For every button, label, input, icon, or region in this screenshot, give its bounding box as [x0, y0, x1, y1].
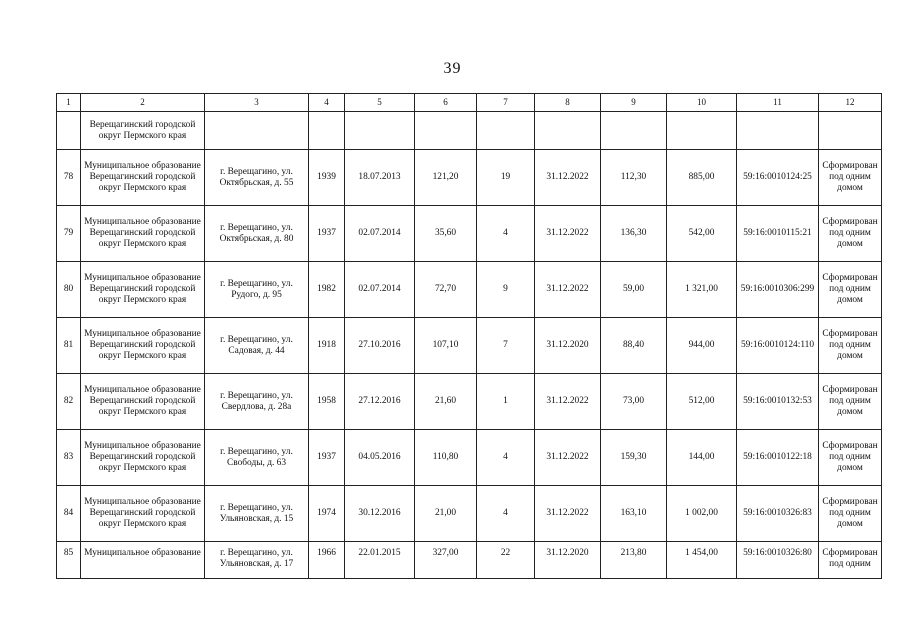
area-cell: 107,10 — [415, 318, 477, 374]
table-cell — [345, 112, 415, 150]
cadastral-number-cell: 59:16:0010115:21 — [737, 206, 819, 262]
date-cell: 02.07.2014 — [345, 262, 415, 318]
value-cell: 112,30 — [601, 150, 667, 206]
column-number-row — [57, 94, 882, 112]
status-cell: Сформирован под одним домом — [819, 374, 882, 430]
value-cell: 59,00 — [601, 262, 667, 318]
table-cell — [667, 112, 737, 150]
count-cell: 1 — [477, 374, 535, 430]
date-cell: 30.12.2016 — [345, 486, 415, 542]
column-number: 9 — [601, 94, 667, 112]
cadastral-number-cell: 59:16:0010306:299 — [737, 262, 819, 318]
count-cell: 7 — [477, 318, 535, 374]
value-cell: 159,30 — [601, 430, 667, 486]
table-row — [57, 262, 882, 318]
value-cell: 213,80 — [601, 542, 667, 579]
table-cell — [205, 112, 309, 150]
date-cell: 31.12.2022 — [535, 206, 601, 262]
area-cell: 21,60 — [415, 374, 477, 430]
housing-registry-table — [56, 93, 882, 579]
table-cell — [737, 112, 819, 150]
owner-cell: Муниципальное образование Верещагинский городской округ Пермского края — [81, 486, 205, 542]
date-cell: 31.12.2022 — [535, 374, 601, 430]
continuation-row — [57, 112, 882, 150]
status-cell: Сформирован под одним домом — [819, 318, 882, 374]
year-cell: 1939 — [309, 150, 345, 206]
owner-cell: Муниципальное образование Верещагинский городской округ Пермского края — [81, 318, 205, 374]
date-cell: 27.12.2016 — [345, 374, 415, 430]
row-number-cell: 83 — [57, 430, 81, 486]
table-cell — [309, 112, 345, 150]
status-cell: Сформирован под одним домом — [819, 486, 882, 542]
column-number: 10 — [667, 94, 737, 112]
table-row — [57, 150, 882, 206]
table-cell — [415, 112, 477, 150]
count-cell: 4 — [477, 430, 535, 486]
row-number-cell: 84 — [57, 486, 81, 542]
value-cell: 1 454,00 — [667, 542, 737, 579]
table-cell — [819, 112, 882, 150]
address-cell: г. Верещагино, ул. Октябрьская, д. 55 — [205, 150, 309, 206]
table-row — [57, 206, 882, 262]
date-cell: 22.01.2015 — [345, 542, 415, 579]
column-number: 1 — [57, 94, 81, 112]
area-cell: 110,80 — [415, 430, 477, 486]
table-row — [57, 318, 882, 374]
cadastral-number-cell: 59:16:0010124:25 — [737, 150, 819, 206]
table-row — [57, 430, 882, 486]
status-cell: Сформирован под одним домом — [819, 150, 882, 206]
value-cell: 1 002,00 — [667, 486, 737, 542]
year-cell: 1974 — [309, 486, 345, 542]
date-cell: 31.12.2022 — [535, 486, 601, 542]
count-cell: 9 — [477, 262, 535, 318]
page-number: 39 — [443, 60, 462, 77]
count-cell: 19 — [477, 150, 535, 206]
value-cell: 136,30 — [601, 206, 667, 262]
table-cell — [535, 112, 601, 150]
year-cell: 1937 — [309, 430, 345, 486]
owner-cell: Муниципальное образование — [81, 542, 205, 579]
column-number: 12 — [819, 94, 882, 112]
column-number: 6 — [415, 94, 477, 112]
column-number: 2 — [81, 94, 205, 112]
year-cell: 1918 — [309, 318, 345, 374]
owner-cell: Муниципальное образование Верещагинский городской округ Пермского края — [81, 262, 205, 318]
year-cell: 1966 — [309, 542, 345, 579]
date-cell: 04.05.2016 — [345, 430, 415, 486]
value-cell: 73,00 — [601, 374, 667, 430]
row-number-cell: 81 — [57, 318, 81, 374]
area-cell: 35,60 — [415, 206, 477, 262]
value-cell: 944,00 — [667, 318, 737, 374]
date-cell: 31.12.2022 — [535, 262, 601, 318]
address-cell: г. Верещагино, ул. Ульяновская, д. 17 — [205, 542, 309, 579]
owner-cell: Муниципальное образование Верещагинский городской округ Пермского края — [81, 150, 205, 206]
value-cell: 144,00 — [667, 430, 737, 486]
year-cell: 1937 — [309, 206, 345, 262]
status-cell: Сформирован под одним домом — [819, 430, 882, 486]
area-cell: 72,70 — [415, 262, 477, 318]
column-number: 4 — [309, 94, 345, 112]
row-number-cell: 79 — [57, 206, 81, 262]
address-cell: г. Верещагино, ул. Свердлова, д. 28а — [205, 374, 309, 430]
date-cell: 31.12.2020 — [535, 318, 601, 374]
address-cell: г. Верещагино, ул. Садовая, д. 44 — [205, 318, 309, 374]
address-cell: г. Верещагино, ул. Рудого, д. 95 — [205, 262, 309, 318]
year-cell: 1982 — [309, 262, 345, 318]
date-cell: 31.12.2020 — [535, 542, 601, 579]
table-row — [57, 374, 882, 430]
column-number: 7 — [477, 94, 535, 112]
date-cell: 31.12.2022 — [535, 430, 601, 486]
count-cell: 4 — [477, 486, 535, 542]
table-row — [57, 486, 882, 542]
table-cell — [477, 112, 535, 150]
address-cell: г. Верещагино, ул. Ульяновская, д. 15 — [205, 486, 309, 542]
owner-cell: Муниципальное образование Верещагинский городской округ Пермского края — [81, 430, 205, 486]
column-number: 3 — [205, 94, 309, 112]
address-cell: г. Верещагино, ул. Свободы, д. 63 — [205, 430, 309, 486]
area-cell: 121,20 — [415, 150, 477, 206]
row-number-cell: 78 — [57, 150, 81, 206]
value-cell: 542,00 — [667, 206, 737, 262]
owner-cell: Верещагинский городской округ Пермского края — [81, 112, 205, 150]
table-row — [57, 542, 882, 579]
table-cell — [57, 112, 81, 150]
date-cell: 27.10.2016 — [345, 318, 415, 374]
column-number: 11 — [737, 94, 819, 112]
date-cell: 18.07.2013 — [345, 150, 415, 206]
year-cell: 1958 — [309, 374, 345, 430]
table-cell — [601, 112, 667, 150]
value-cell: 163,10 — [601, 486, 667, 542]
cadastral-number-cell: 59:16:0010132:53 — [737, 374, 819, 430]
row-number-cell: 82 — [57, 374, 81, 430]
status-cell: Сформирован под одним домом — [819, 206, 882, 262]
status-cell: Сформирован под одним — [819, 542, 882, 579]
owner-cell: Муниципальное образование Верещагинский городской округ Пермского края — [81, 374, 205, 430]
count-cell: 4 — [477, 206, 535, 262]
date-cell: 02.07.2014 — [345, 206, 415, 262]
value-cell: 512,00 — [667, 374, 737, 430]
cadastral-number-cell: 59:16:0010122:18 — [737, 430, 819, 486]
area-cell: 327,00 — [415, 542, 477, 579]
status-cell: Сформирован под одним домом — [819, 262, 882, 318]
cadastral-number-cell: 59:16:0010326:83 — [737, 486, 819, 542]
column-number: 8 — [535, 94, 601, 112]
value-cell: 88,40 — [601, 318, 667, 374]
owner-cell: Муниципальное образование Верещагинский городской округ Пермского края — [81, 206, 205, 262]
column-number: 5 — [345, 94, 415, 112]
value-cell: 885,00 — [667, 150, 737, 206]
value-cell: 1 321,00 — [667, 262, 737, 318]
row-number-cell: 80 — [57, 262, 81, 318]
row-number-cell: 85 — [57, 542, 81, 579]
area-cell: 21,00 — [415, 486, 477, 542]
cadastral-number-cell: 59:16:0010124:110 — [737, 318, 819, 374]
cadastral-number-cell: 59:16:0010326:80 — [737, 542, 819, 579]
address-cell: г. Верещагино, ул. Октябрьская, д. 80 — [205, 206, 309, 262]
date-cell: 31.12.2022 — [535, 150, 601, 206]
count-cell: 22 — [477, 542, 535, 579]
